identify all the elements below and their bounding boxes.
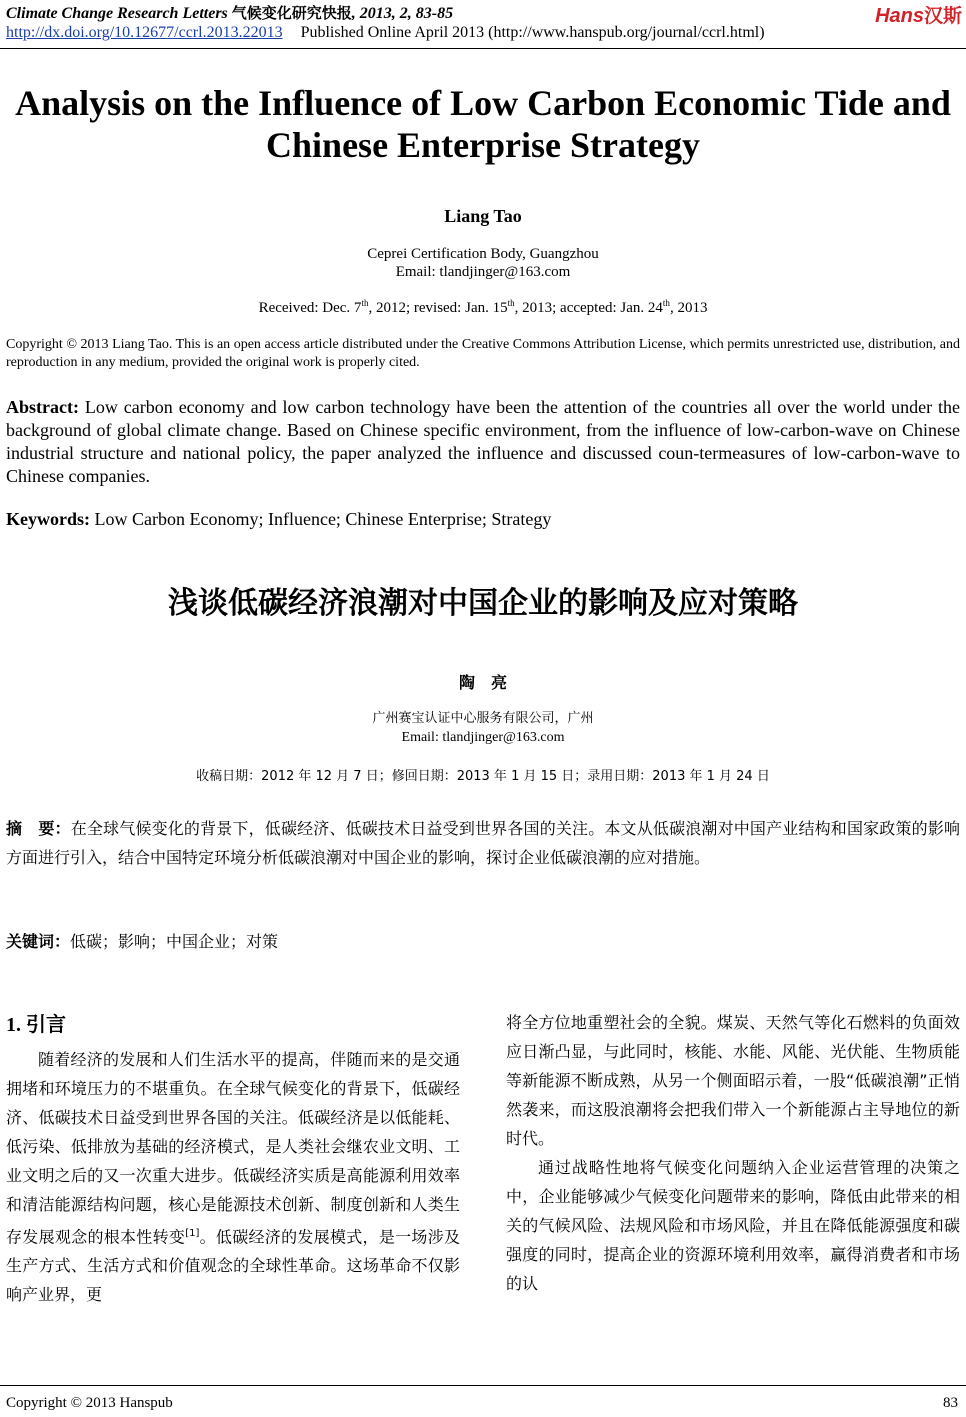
history-dates xyxy=(0,298,966,317)
journal-name-cn: 气候变化研究快报 xyxy=(231,4,352,22)
author-name: Liang Tao xyxy=(444,206,522,226)
section-title: 引言 xyxy=(26,1012,66,1036)
received-date: Received: Dec. 7 xyxy=(258,300,362,316)
right-column xyxy=(506,1008,960,1298)
paragraph: 通过战略性地将气候变化问题纳入企业运营管理的决策之中，企业能够减少气候变化问题带来的影响，降低由此带来的相关的气候风险、法规风险和市场风险，并且在降低能源强度和碳强度的同时，提高企业的资源环境利用效率，赢得消费者和市场的认 xyxy=(506,1158,960,1293)
author-email-cn: Email: tlandjinger@163.com xyxy=(401,730,565,745)
author-affiliation xyxy=(0,245,966,281)
abstract-text-cn: 在全球气候变化的背景下，低碳经济、低碳技术日益受到世界各国的关注。本文从低碳浪潮对中国产业结构和国家政策的影响方面进行引入，结合中国特定环境分析低碳浪潮对中国企业的影响，探讨企业低碳浪潮的应对措施。 xyxy=(6,819,960,867)
affiliation-text-cn: 广州赛宝认证中心服务有限公司，广州 xyxy=(372,711,594,726)
history-dates-cn: 收稿日期：2012 年 12 月 7 日；修回日期：2013 年 1 月 15 日；录用日期：2013 年 1 月 24 日 xyxy=(196,769,770,784)
keywords-text: Low Carbon Economy; Influence; Chinese Enterprise; Strategy xyxy=(90,509,552,529)
author-name-cn: 陶 亮 xyxy=(458,673,507,692)
title-line-1: Analysis on the Influence of Low Carbon Economic Tide and xyxy=(15,83,951,123)
doi-link[interactable]: http://dx.doi.org/10.12677/ccrl.2013.22013 xyxy=(6,24,283,41)
keywords-text-cn: 低碳；影响；中国企业；对策 xyxy=(70,932,279,951)
section-heading xyxy=(6,1008,66,1037)
keywords-label: Keywords: xyxy=(6,509,90,529)
journal-name-en: Climate Change Research Letters xyxy=(6,5,228,22)
keywords-label-cn: 关键词： xyxy=(6,932,71,951)
abstract-label: Abstract: xyxy=(6,397,79,417)
published-info: Published Online April 2013 (http://www.hanspub.org/journal/ccrl.html) xyxy=(300,24,765,41)
journal-header xyxy=(6,2,453,23)
license-statement: Copyright © 2013 Liang Tao. This is an open access article distributed under the Creative Commons Attribution License, which permits unrestricted use, distribution, and reproduction in any medium, provided the original work is properly cited. xyxy=(6,337,960,370)
footer-copyright: Copyright © 2013 Hanspub xyxy=(6,1395,173,1411)
accepted-date: , 2013; accepted: Jan. 24 xyxy=(514,300,663,316)
logo-latin: Hans xyxy=(875,5,924,27)
citation-ref: [1] xyxy=(185,1228,200,1239)
section-number: 1. xyxy=(6,1014,21,1036)
ordinal-suffix: th xyxy=(507,298,515,308)
logo-cn: 汉斯 xyxy=(923,5,962,27)
left-column xyxy=(6,1045,460,1309)
paragraph xyxy=(6,1045,460,1309)
author-affiliation-cn xyxy=(0,709,966,747)
title-line-2: Chinese Enterprise Strategy xyxy=(266,125,700,165)
ordinal-suffix: th xyxy=(361,298,369,308)
journal-issue: , 2013, 2, 83-85 xyxy=(351,5,454,22)
page-number: 83 xyxy=(943,1395,958,1411)
ordinal-suffix: th xyxy=(662,298,670,308)
affiliation-text: Ceprei Certification Body, Guangzhou xyxy=(367,246,599,262)
paragraph: 将全方位地重塑社会的全貌。煤炭、天然气等化石燃料的负面效应日渐凸显，与此同时，核能、水能、风能、光伏能、生物质能等新能源不断成熟，从另一个侧面昭示着，一股“低碳浪潮”正悄然袭来，而这股浪潮将会把我们带入一个新能源占主导地位的新时代。 xyxy=(506,1013,960,1148)
keywords-cn xyxy=(6,929,960,952)
footer-rule xyxy=(0,1385,966,1386)
paper-title-cn: 浅谈低碳经济浪潮对中国企业的影响及应对策略 xyxy=(168,586,798,621)
abstract-text: Low carbon economy and low carbon technology have been the attention of the countries all over the world under the background of global climate change. Based on Chinese specific environment, from the influence of low-carbon-wave on Chinese industrial structure and national policy, the paper analyzed the influence and discussed coun-termeasures of low-carbon-wave to Chinese companies. xyxy=(6,397,960,486)
abstract xyxy=(6,396,960,488)
keywords xyxy=(6,509,960,530)
abstract-cn xyxy=(6,814,960,872)
author-email: Email: tlandjinger@163.com xyxy=(395,264,571,280)
header-rule xyxy=(0,48,966,49)
hans-logo xyxy=(875,1,962,28)
accepted-year: , 2013 xyxy=(669,300,708,316)
paragraph-text: 。低碳经济的发展模式，是一场涉及生产方式、生活方式和价值观念的全球性革命。这场革命不仅影响产业界，更 xyxy=(6,1227,460,1305)
paper-title xyxy=(0,82,966,166)
revised-date: , 2012; revised: Jan. 15 xyxy=(368,300,508,316)
abstract-label-cn: 摘 要： xyxy=(6,819,71,838)
doi-line xyxy=(6,24,765,42)
paragraph-text: 随着经济的发展和人们生活水平的提高，伴随而来的是交通拥堵和环境压力的不堪重负。在全球气候变化的背景下，低碳经济、低碳技术日益受到世界各国的关注。低碳经济是以低能耗、低污染、低排放为基础的经济模式，是人类社会继农业文明、工业文明之后的又一次重大进步。低碳经济实质是高能源利用效率和清洁能源结构问题，核心是能源技术创新、制度创新和人类生存发展观念的根本性转变 xyxy=(6,1050,460,1247)
